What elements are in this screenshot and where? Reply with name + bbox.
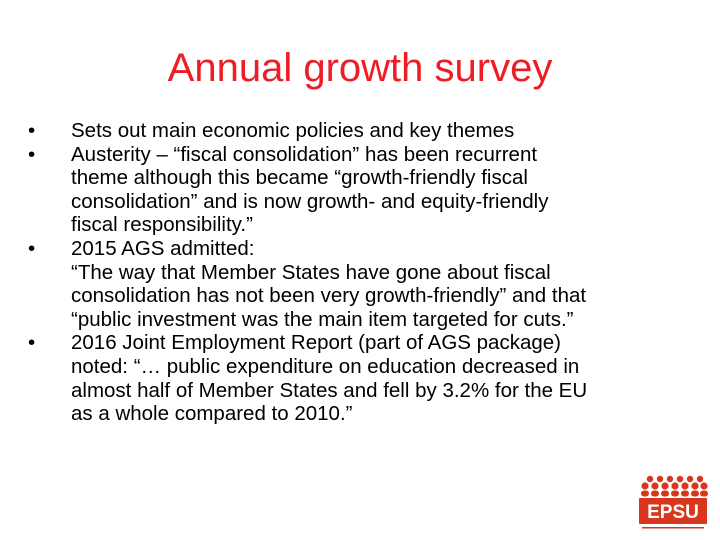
logo-figure-head — [661, 482, 668, 489]
logo-figure-head — [687, 476, 693, 482]
logo-figures — [641, 476, 708, 497]
logo-figure-body — [641, 491, 649, 497]
bullet-marker: • — [28, 331, 36, 355]
logo-figure-head — [697, 476, 703, 482]
logo-figure-body — [651, 491, 659, 497]
bullet-list — [28, 119, 698, 426]
logo-figure-body — [700, 491, 708, 497]
bullet-item — [28, 331, 698, 425]
epsu-logo — [636, 474, 710, 534]
bullet-text: 2016 Joint Employment Report (part of AGS package) noted: “… public expenditure on education decreased in almost half of Member States and fell by 3.2% for the EU as a whole compared to 2010.” — [71, 331, 588, 426]
logo-figure-head — [700, 482, 707, 489]
logo-figure-head — [691, 482, 698, 489]
epsu-logo-icon — [636, 474, 710, 534]
bullet-item — [28, 237, 698, 331]
bullet-marker: • — [28, 142, 36, 166]
logo-footer-line — [642, 527, 704, 529]
bullet-text: Austerity – “fiscal consolidation” has been recurrent theme although this became “growth-friendly fiscal consolidation” and is now growth- and equity-friendly fiscal responsibility.” — [71, 142, 549, 237]
logo-figure-head — [657, 476, 663, 482]
bullet-marker: • — [28, 236, 36, 260]
slide-title: Annual growth survey — [167, 46, 553, 90]
logo-figure-body — [691, 491, 699, 497]
logo-figure-body — [681, 491, 689, 497]
bullet-item — [28, 143, 698, 237]
bullet-item — [28, 119, 698, 143]
bullet-text: 2015 AGS admitted: “The way that Member States have gone about fiscal consolidation has not been very growth-friendly” and that “public investment was the main item targeted for cuts.” — [71, 236, 587, 331]
bullet-marker: • — [28, 119, 36, 142]
logo-figure-head — [677, 476, 683, 482]
logo-figure-body — [671, 491, 679, 497]
logo-figure-head — [671, 482, 678, 489]
logo-figure-head — [647, 476, 653, 482]
logo-figure-head — [667, 476, 673, 482]
logo-figure-body — [661, 491, 669, 497]
logo-text: EPSU — [647, 502, 699, 523]
logo-figure-head — [651, 482, 658, 489]
logo-figure-head — [641, 482, 648, 489]
bullet-text: Sets out main economic policies and key themes — [71, 119, 515, 142]
logo-figure-head — [681, 482, 688, 489]
